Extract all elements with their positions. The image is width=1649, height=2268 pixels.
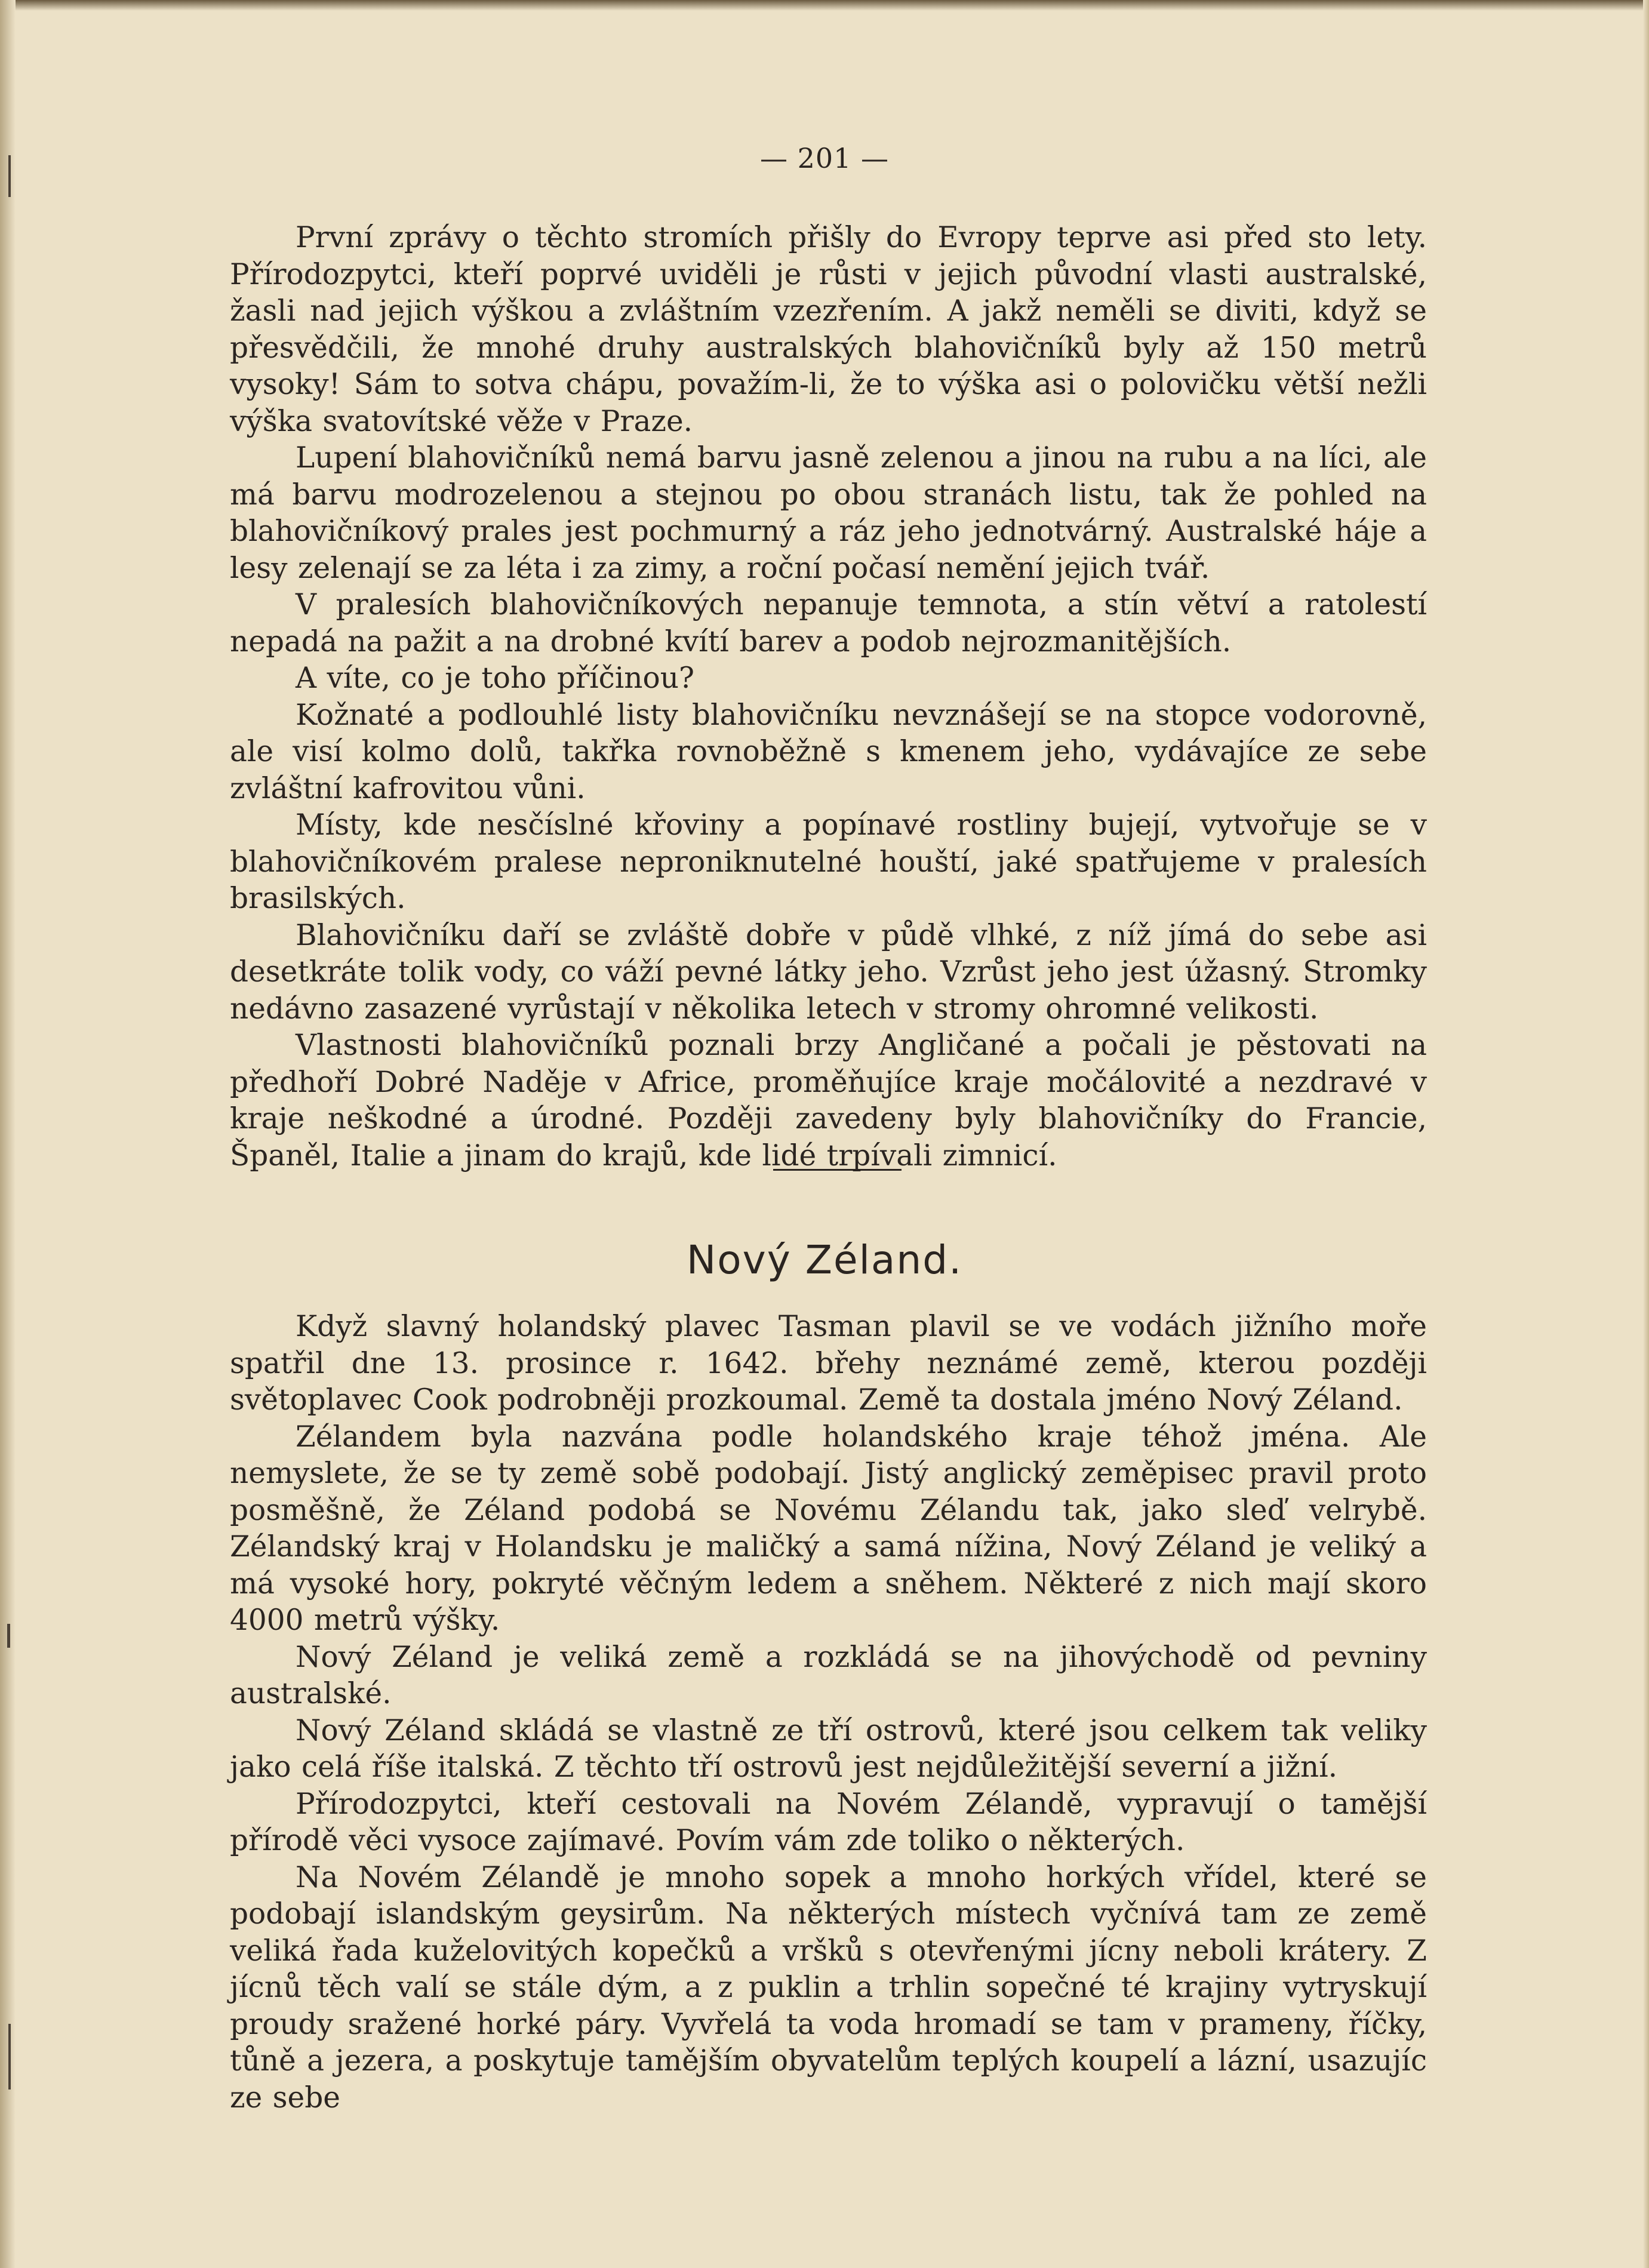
paragraph: Zélandem byla nazvána podle holandského kraje téhož jména. Ale nemyslete, že se ty země sobě podobají. Jistý anglický zeměpisec pravil proto posměšně, že Zéland podobá se Novému Zélandu tak, jako sleď velrybě. Zélandský kraj v Holandsku je maličký a samá nížina, Nový Zéland je veliký a má vysoké hory, pokryté věčným ledem a sněhem. Některé z nich mají skoro 4000 metrů výšky. xyxy=(230,1420,1427,1637)
paragraph: A víte, co je toho příčinou? xyxy=(296,661,694,695)
section-heading: Nový Zéland. xyxy=(686,1237,963,1283)
paragraph: Lupení blahovičníků nemá barvu jasně zelenou a jinou na rubu a na líci, ale má barvu modrozelenou a stejnou po obou stranách listu, tak že pohled na blahovičníkový prales jest pochmurný a ráz jeho jednotvárný. Australské háje a lesy zelenají se za léta i za zimy, a roční počasí nemění jejich tvář. xyxy=(230,441,1427,585)
page-edge-left xyxy=(0,0,16,2268)
page-edge-right xyxy=(1643,0,1649,2268)
section-eucalyptus-text xyxy=(230,220,1427,1174)
paragraph: Když slavný holandský plavec Tasman plavil se ve vodách jižního moře spatřil dne 13. prosince r. 1642. břehy neznámé země, kterou později světoplavec Cook podrobněji prozkoumal. Země ta dostala jméno Nový Zéland. xyxy=(230,1310,1427,1417)
binding-thread-mark xyxy=(7,1624,10,1648)
section-divider-rule xyxy=(773,1169,902,1171)
binding-thread-mark xyxy=(8,2024,11,2089)
page-edge-top xyxy=(0,0,1649,11)
paragraph: Nový Zéland skládá se vlastně ze tří ostrovů, které jsou celkem tak veliky jako celá říše italská. Z těchto tří ostrovů jest nejdůležitější severní a jižní. xyxy=(230,1713,1427,1784)
section-new-zealand-text xyxy=(230,1309,1427,2116)
paragraph: První zprávy o těchto stromích přišly do Evropy teprve asi před sto lety. Přírodozpytci, kteří poprvé uviděli je růsti v jejich původní vlasti australské, žasli nad jejich výškou a zvláštním vzezřením. A jakž neměli se diviti, když se přesvědčili, že mnohé druhy australských blahovičníků byly až 150 metrů vysoky! Sám to sotva chápu, považím-li, že to výška asi o polovičku větší nežli výška svatovítské věže v Praze. xyxy=(230,221,1427,438)
paragraph: Blahovičníku daří se zvláště dobře v půdě vlhké, z níž jímá do sebe asi desetkráte tolik vody, co váží pevné látky jeho. Vzrůst jeho jest úžasný. Stromky nedávno zasazené vyrůstají v několika letech v stromy ohromné velikosti. xyxy=(230,918,1427,1026)
paragraph: Místy, kde nesčíslné křoviny a popínavé rostliny bujejí, vytvořuje se v blahovičníkovém pralese neproniknutelné houští, jaké spatřujeme v pralesích brasilských. xyxy=(230,808,1427,915)
paragraph: V pralesích blahovičníkových nepanuje temnota, a stín větví a ratolestí nepadá na pažit a na drobné kvítí barev a podob nejrozmanitějších. xyxy=(230,588,1427,658)
paragraph: Nový Zéland je veliká země a rozkládá se na jihovýchodě od pevniny australské. xyxy=(230,1640,1427,1710)
paragraph: Vlastnosti blahovičníků poznali brzy Angličané a počali je pěstovati na předhoří Dobré Naděje v Africe, proměňujíce kraje močálovité a nezdravé v kraje neškodné a úrodné. Později zavedeny byly blahovičníky do Francie, Španěl, Italie a jinam do krajů, kde lidé trpívali zimnicí. xyxy=(230,1029,1427,1173)
paragraph: Přírodozpytci, kteří cestovali na Novém Zélandě, vypravují o tamější přírodě věci vysoce zajímavé. Povím vám zde toliko o některých. xyxy=(230,1787,1427,1857)
page-number: — 201 — xyxy=(759,142,890,174)
paragraph: Kožnaté a podlouhlé listy blahovičníku nevznášejí se na stopce vodorovně, ale visí kolmo dolů, takřka rovnoběžně s kmenem jeho, vydávajíce ze sebe zvláštní kafrovitou vůni. xyxy=(230,698,1427,805)
paragraph: Na Novém Zélandě je mnoho sopek a mnoho horkých vřídel, které se podobají islandským geysirům. Na některých místech vyčnívá tam ze země veliká řada kuželovitých kopečků a vršků s otevřenými jícny neboli krátery. Z jícnů těch valí se stále dým, a z puklin a trhlin sopečné té krajiny vytryskují proudy sražené horké páry. Vyvřelá ta voda hromadí se tam v prameny, říčky, tůně a jezera, a poskytuje tamějším obyvatelům teplých koupelí a lázní, usazujíc ze sebe xyxy=(230,1860,1427,2115)
